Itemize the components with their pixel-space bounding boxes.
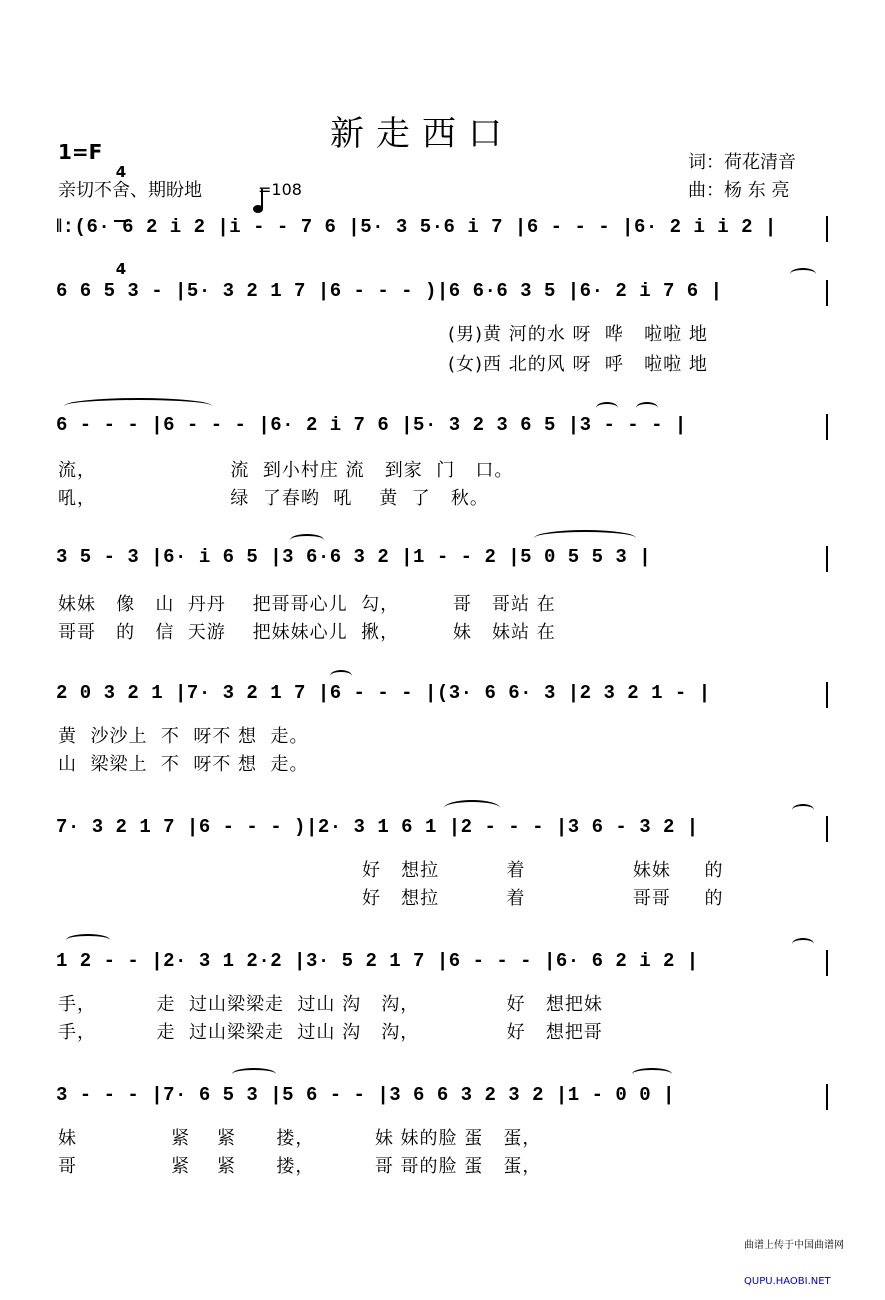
lyrics-verse-1: 好 想拉 着 妹妹 的	[362, 860, 724, 881]
lyrics-verse-1: 妹妹 像 山 丹丹 把哥哥心儿 勾， 哥 哥站 在	[58, 594, 556, 615]
slur	[790, 268, 816, 280]
key-signature: 1=F	[58, 140, 103, 164]
lyrics-verse-1: 黄 沙沙上 不 呀不 想 走。	[58, 726, 309, 747]
tie	[534, 530, 636, 546]
lyrics-verse-2: 手， 走 过山梁梁走 过山 沟 沟， 好 想把哥	[58, 1022, 603, 1043]
bar-line	[826, 816, 828, 842]
lyrics-verse-1: (男)黄 河的水 呀 哗 啦啦 地	[448, 324, 708, 345]
lyrics-verse-2: 好 想拉 着 哥哥 的	[362, 888, 724, 909]
notation-line: ‖:(6· 6 2 i 2 |i - - 7 6 |5· 3 5·6 i 7 |6 - - - |6· 2 i i 2 |	[56, 216, 777, 238]
notation-line: 7· 3 2 1 7 |6 - - - )|2· 3 1 6 1 |2 - - - |3 6 - 3 2 |	[56, 816, 699, 838]
lyrics-verse-2: 哥哥 的 信 天游 把妹妹心儿 揪， 妹 妹站 在	[58, 622, 556, 643]
score-title: 新走西口	[330, 114, 514, 154]
slur	[444, 800, 500, 816]
lyrics-verse-2: 哥 紧 紧 搂， 哥 哥的脸 蛋 蛋，	[58, 1156, 542, 1177]
notation-line: 3 5 - 3 |6· i 6 5 |3 6·6 3 2 |1 - - 2 |5 0 5 5 3 |	[56, 546, 652, 568]
notation-line: 3 - - - |7· 6 5 3 |5 6 - - |3 6 6 3 2 3 2 |1 - 0 0 |	[56, 1084, 675, 1106]
lyrics-verse-1: 流， 流 到小村庄 流 到家 门 口。	[58, 460, 514, 481]
lyricist: 词：荷花清音	[688, 152, 796, 173]
notation-line: 6 - - - |6 - - - |6· 2 i 7 6 |5· 3 2 3 6 5 |3 - - - |	[56, 414, 687, 436]
bar-line	[826, 546, 828, 572]
expression-mark: 亲切不舍、期盼地	[58, 180, 202, 201]
composer: 曲：杨 东 亮	[688, 180, 790, 201]
slur	[232, 1068, 276, 1080]
watermark-url: QUPU.HAOBI.NET	[744, 1276, 831, 1287]
slur	[596, 402, 618, 414]
slur	[632, 1068, 672, 1080]
notation-line: 2 0 3 2 1 |7· 3 2 1 7 |6 - - - |(3· 6 6· 3 |2 3 2 1 - |	[56, 682, 711, 704]
lyrics-verse-2: 山 梁梁上 不 呀不 想 走。	[58, 754, 309, 775]
slur	[636, 402, 658, 414]
bar-line	[826, 216, 828, 242]
lyrics-verse-2: (女)西 北的风 呀 呼 啦啦 地	[448, 354, 708, 375]
time-signature	[114, 127, 128, 296]
slur	[330, 670, 352, 682]
tie	[64, 398, 212, 414]
bar-line	[826, 414, 828, 440]
bar-line	[826, 950, 828, 976]
bar-line	[826, 1084, 828, 1110]
lyrics-verse-1: 妹 紧 紧 搂， 妹 妹的脸 蛋 蛋，	[58, 1128, 542, 1149]
tempo-mark: =108	[258, 180, 302, 199]
lyrics-verse-1: 手， 走 过山梁梁走 过山 沟 沟， 好 想把妹	[58, 994, 603, 1015]
bar-line	[826, 682, 828, 708]
site-watermark	[744, 1216, 844, 1300]
notation-line: 1 2 - - |2· 3 1 2·2 |3· 5 2 1 7 |6 - - - |6· 6 2 i 2 |	[56, 950, 699, 972]
slur	[290, 534, 324, 546]
bar-line	[826, 280, 828, 306]
meter-top: 4	[115, 163, 127, 181]
meter-bottom: 4	[115, 260, 127, 278]
watermark-text: 曲谱上传于中国曲谱网	[744, 1240, 844, 1251]
slur	[792, 804, 814, 816]
slur	[66, 934, 110, 946]
slur	[792, 938, 814, 950]
notation-line: 6 6 5 3 - |5· 3 2 1 7 |6 - - - )|6 6·6 3 5 |6· 2 i 7 6 |	[56, 280, 723, 302]
lyrics-verse-2: 吼， 绿 了春哟 吼 黄 了 秋。	[58, 488, 489, 509]
